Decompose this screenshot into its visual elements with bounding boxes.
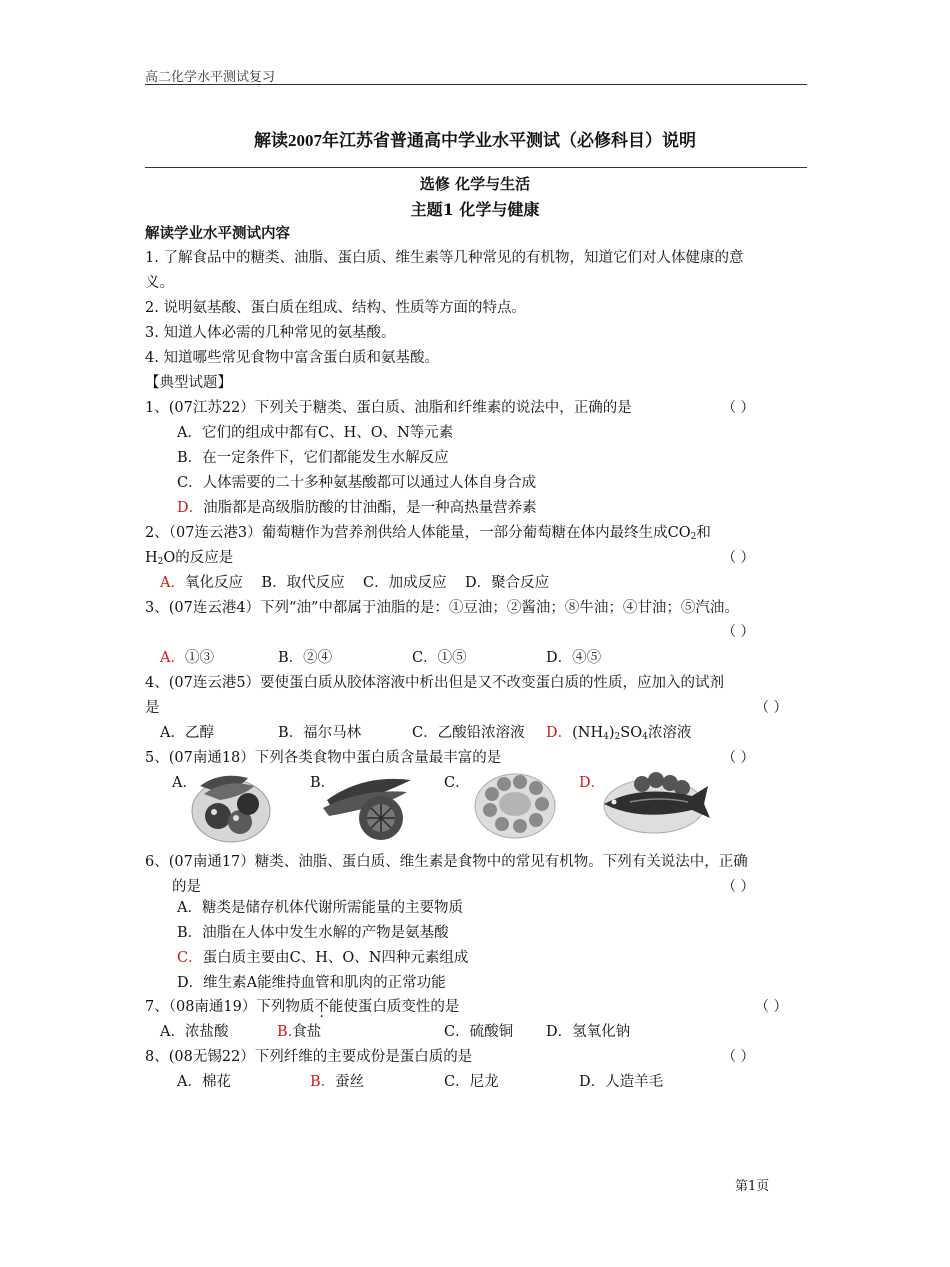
typical-questions-heading: 【典型试题】 xyxy=(145,375,232,391)
answer-blank: （ ） xyxy=(722,400,755,416)
question-1-stem: 1、(07江苏22）下列关于糖类、蛋白质、油脂和纤维素的说法中，正确的是 xyxy=(145,400,632,416)
content-item-3: 3. 知道人体必需的几种常见的氨基酸。 xyxy=(145,325,396,341)
vegetable-plate-image xyxy=(323,774,415,844)
q1-option-b: B．在一定条件下，它们都能发生水解反应 xyxy=(177,450,449,466)
q7-stem-text: 7、（08南通19）下列物质 xyxy=(145,999,315,1015)
q1-option-d-text: 油脂都是高级脂肪酸的甘油酯，是一种高热量营养素 xyxy=(203,500,537,516)
page-header: 高二化学水平测试复习 xyxy=(145,70,276,85)
q4-option-b: B．福尔马林 xyxy=(278,725,362,741)
q8-option-d: D．人造羊毛 xyxy=(579,1074,664,1090)
q4-option-c: C．乙酸铅浓溶液 xyxy=(412,725,525,741)
q2-h: H xyxy=(145,550,158,566)
rice-plate-image xyxy=(474,770,556,840)
answer-letter: A． xyxy=(160,575,185,591)
q7-option-b xyxy=(277,1020,321,1041)
q4-d-part4: 浓溶液 xyxy=(647,725,692,741)
answer-blank: （ ） xyxy=(755,700,788,716)
content-item-1: 1. 了解食品中的糖类、油脂、蛋白质、维生素等几种常见的有机物，知道它们对人体健康的意 xyxy=(145,250,744,266)
q2-stem-tail: 和 xyxy=(696,525,711,541)
q7-option-c: C．硫酸铜 xyxy=(444,1024,514,1040)
fish-plate-image xyxy=(600,768,712,834)
q5-option-b: B． xyxy=(310,775,336,791)
fruit-plate-image xyxy=(190,766,272,844)
title-rule xyxy=(145,167,807,168)
q2-options xyxy=(160,571,549,592)
q7-stem-tail: 能使蛋白质变性的是 xyxy=(328,999,460,1015)
q3-option-b: B．②④ xyxy=(278,650,333,666)
question-2-stem-cont xyxy=(145,546,233,567)
question-8-stem: 8、(08无锡22）下列纤维的主要成份是蛋白质的是 xyxy=(145,1049,473,1065)
q6-option-c xyxy=(177,946,468,967)
q7-emphasis-word: 不 xyxy=(314,999,329,1015)
q2-stem-text: 2、（07连云港3）葡萄糖作为营养剂供给人体能量，一部分葡萄糖在体内最终生成CO xyxy=(145,525,691,541)
content-item-1-cont: 义。 xyxy=(145,275,174,291)
answer-blank: （ ） xyxy=(722,750,755,766)
q4-d-sub2: 2 xyxy=(614,732,621,742)
q4-option-a: A．乙醇 xyxy=(160,725,214,741)
answer-blank: （ ） xyxy=(722,624,755,640)
question-2-stem xyxy=(145,521,711,542)
q7-option-b-text: 食盐 xyxy=(292,1024,322,1040)
document-title: 解读2007年江苏省普通高中学业水平测试（必修科目）说明 xyxy=(254,131,696,150)
q4-d-part2: ) xyxy=(608,725,615,741)
answer-letter: D． xyxy=(177,500,204,516)
q4-d-sub3: 4 xyxy=(642,732,648,742)
content-item-2: 2. 说明氨基酸、蛋白质在组成、结构、性质等方面的特点。 xyxy=(145,300,526,316)
q2-line2-text: O的反应是 xyxy=(163,550,234,566)
q7-option-d: D．氢氧化钠 xyxy=(546,1024,631,1040)
q5-option-a: A． xyxy=(172,775,197,791)
answer-letter: C． xyxy=(177,950,203,966)
page-number: 第1页 xyxy=(735,1179,770,1194)
q5-option-c: C． xyxy=(444,775,470,791)
q8-option-c: C．尼龙 xyxy=(444,1074,499,1090)
q3-option-c: C．①⑤ xyxy=(412,650,467,666)
q6-option-a: A．糖类是储存机体代谢所需能量的主要物质 xyxy=(177,900,463,916)
subtitle-topic: 主题1 化学与健康 xyxy=(410,200,540,219)
question-4-stem: 4、(07连云港5）要使蛋白质从胶体溶液中析出但是又不改变蛋白质的性质，应加入的试剂 xyxy=(145,675,725,691)
answer-blank: （ ） xyxy=(722,879,755,895)
question-7-stem xyxy=(145,995,459,1016)
q3-option-a-text: ①③ xyxy=(184,650,214,666)
header-rule xyxy=(145,84,807,85)
answer-letter: D． xyxy=(546,725,573,741)
section-heading: 解读学业水平测试内容 xyxy=(145,225,290,242)
q8-option-a: A．棉花 xyxy=(177,1074,231,1090)
question-6-stem-cont: 的是 xyxy=(172,879,201,895)
answer-letter: B． xyxy=(310,1074,336,1090)
q6-option-b: B．油脂在人体中发生水解的产物是氨基酸 xyxy=(177,925,449,941)
answer-blank: （ ） xyxy=(722,550,755,566)
question-6-stem: 6、(07南通17）糖类、油脂、蛋白质、维生素是食物中的常见有机物。下列有关说法中，正确 xyxy=(145,854,748,870)
q5-option-d: D． xyxy=(579,775,606,791)
q7-option-a: A．浓盐酸 xyxy=(160,1024,229,1040)
q4-d-part3: SO xyxy=(620,725,643,741)
subtitle-elective: 选修 化学与生活 xyxy=(419,175,531,193)
content-item-4: 4. 知道哪些常见食物中富含蛋白质和氨基酸。 xyxy=(145,350,439,366)
q8-option-b xyxy=(310,1070,364,1091)
q2-options-text: 氧化反应 B．取代反应 C．加成反应 D．聚合反应 xyxy=(184,575,550,591)
q2-subscript: 2 xyxy=(690,532,697,542)
question-5-stem: 5、(07南通18）下列各类食物中蛋白质含量最丰富的是 xyxy=(145,750,502,766)
question-3-stem: 3、(07连云港4）下列“油”中都属于油脂的是：①豆油；②酱油；⑧牛油；④甘油；⑤汽油。 xyxy=(145,600,739,616)
q1-option-c: C．人体需要的二十多种氨基酸都可以通过人体自身合成 xyxy=(177,475,537,491)
q4-option-d xyxy=(546,721,691,742)
question-4-stem-cont: 是 xyxy=(145,700,160,716)
answer-letter: B. xyxy=(277,1024,293,1040)
q4-d-sub1: 4 xyxy=(603,732,609,742)
answer-blank: （ ） xyxy=(755,999,788,1015)
q1-option-d xyxy=(177,496,537,517)
answer-blank: （ ） xyxy=(722,1049,755,1065)
q4-d-part1: (NH xyxy=(572,725,604,741)
q1-option-a: A．它们的组成中都有C、H、O、N等元素 xyxy=(177,425,454,441)
q3-option-a xyxy=(160,646,214,667)
q2-subscript-2: 2 xyxy=(157,557,164,567)
q8-option-b-text: 蚕丝 xyxy=(335,1074,365,1090)
q3-option-d: D．④⑤ xyxy=(546,650,602,666)
q6-option-d: D．维生素A能维持血管和肌肉的正常功能 xyxy=(177,975,446,991)
q6-option-c-text: 蛋白质主要由C、H、O、N四种元素组成 xyxy=(202,950,469,966)
answer-letter: A． xyxy=(160,650,185,666)
